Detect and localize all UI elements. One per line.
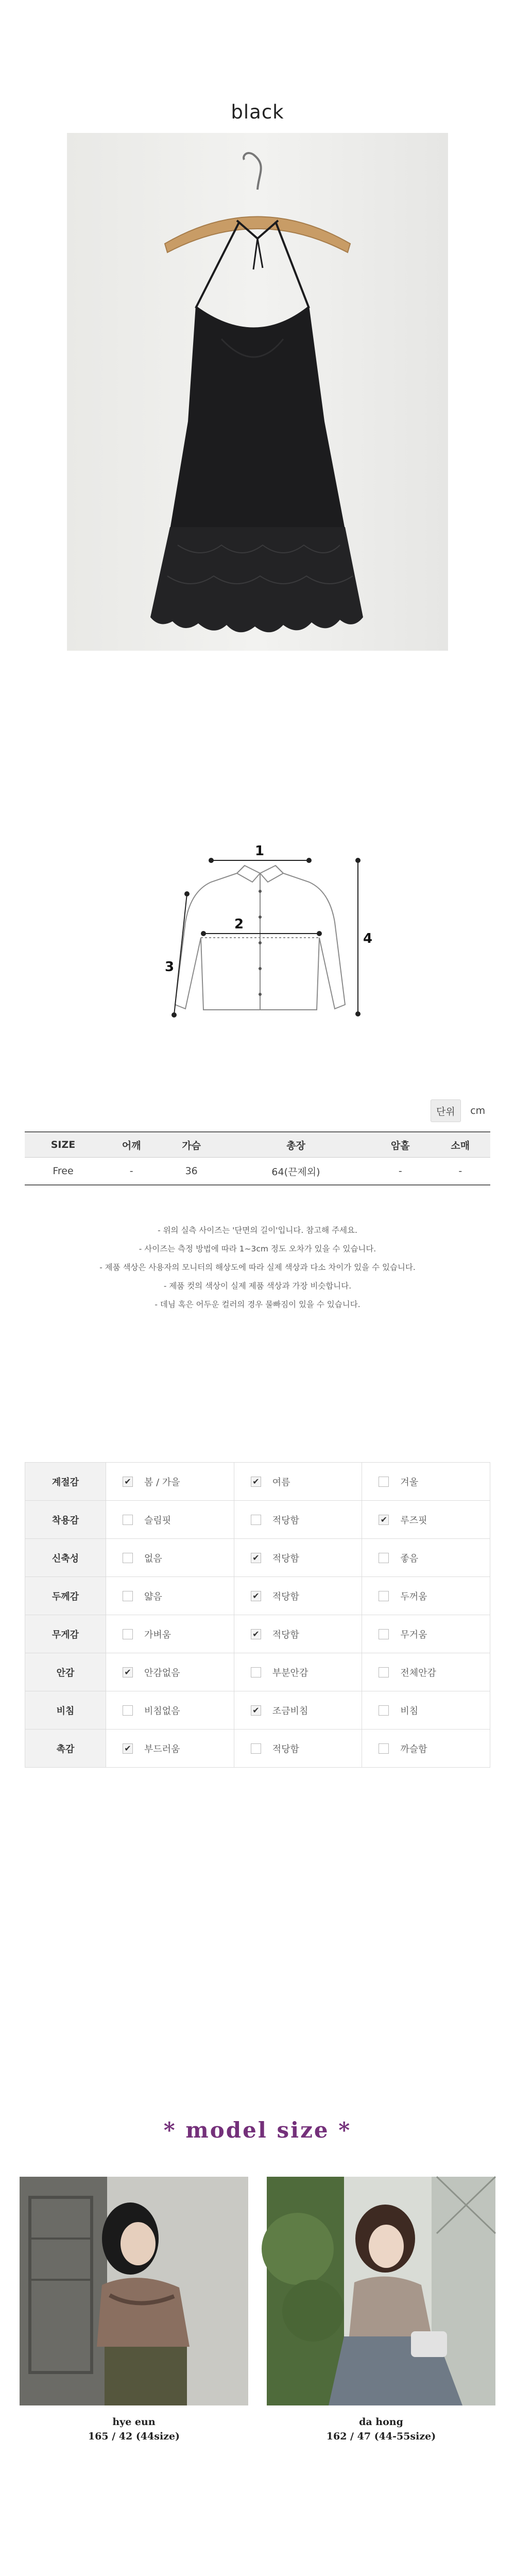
unchecked-checkbox-icon (379, 1591, 389, 1601)
unchecked-checkbox-icon (123, 1629, 133, 1639)
fabric-option-content (251, 1628, 362, 1641)
checked-checkbox-icon: ✔ (251, 1553, 261, 1563)
fabric-option-content (123, 1475, 233, 1488)
armhole-header: 암홀 (370, 1132, 430, 1158)
fabric-option-content (379, 1513, 489, 1527)
fabric-option-label: 적당함 (272, 1591, 299, 1602)
fabric-option-label: 적당함 (272, 1629, 299, 1640)
fabric-row (25, 1463, 490, 1501)
table-cell: - (430, 1158, 490, 1185)
fabric-option (234, 1501, 362, 1539)
fabric-row (25, 1691, 490, 1730)
unchecked-checkbox-icon (123, 1553, 133, 1563)
checked-checkbox-icon: ✔ (251, 1705, 261, 1716)
fabric-row (25, 1615, 490, 1653)
note-line: - 위의 실측 사이즈는 '단면의 길이'입니다. 참고해 주세요. (158, 1226, 357, 1235)
dress-on-hanger-image (67, 133, 448, 651)
fabric-option (362, 1653, 490, 1691)
table-cell: 64(끈제외) (221, 1158, 370, 1185)
table-row (25, 1158, 490, 1185)
fabric-row (25, 1539, 490, 1577)
table-cell: - (370, 1158, 430, 1185)
fabric-option-content (123, 1742, 233, 1755)
unchecked-checkbox-icon (379, 1629, 389, 1639)
fabric-row (25, 1501, 490, 1539)
size-diagram (154, 845, 371, 1041)
fabric-option-label: 얇음 (144, 1591, 162, 1602)
fabric-option-label: 두꺼움 (400, 1591, 427, 1602)
unchecked-checkbox-icon (379, 1477, 389, 1487)
unit-option-label[interactable]: 단위 (431, 1099, 461, 1122)
marker-3: 3 (165, 959, 175, 975)
fabric-row-label: 착용감 (25, 1501, 106, 1539)
fabric-option-content (379, 1589, 489, 1603)
fabric-option (106, 1615, 234, 1653)
model-photo-2 (267, 2177, 495, 2405)
marker-4: 4 (363, 931, 373, 946)
chest-header: 가슴 (161, 1132, 221, 1158)
unchecked-checkbox-icon (123, 1591, 133, 1601)
model-size-title: * model size * (163, 2117, 352, 2143)
sleeve-header: 소매 (430, 1132, 490, 1158)
fabric-option-content (251, 1589, 362, 1603)
fabric-option-label: 루즈핏 (400, 1515, 427, 1526)
fabric-info-table (25, 1462, 490, 1768)
model-photo-image (20, 2177, 248, 2405)
shoulder-header: 어깨 (101, 1132, 161, 1158)
unit-option-cm[interactable]: cm (470, 1105, 486, 1116)
length-header: 총장 (221, 1132, 370, 1158)
fabric-option-label: 무거움 (400, 1629, 427, 1640)
model-size: 162 / 47 (44-55size) (326, 2431, 436, 2442)
fabric-option-label: 적당함 (272, 1743, 299, 1755)
fabric-option-content (123, 1513, 233, 1527)
marker-1: 1 (255, 843, 265, 859)
fabric-option-label: 좋음 (400, 1553, 419, 1564)
fabric-option-content (379, 1628, 489, 1641)
fabric-option (106, 1539, 234, 1577)
fabric-row-label: 비침 (25, 1691, 106, 1730)
fabric-row-label: 무게감 (25, 1615, 106, 1653)
fabric-option-content (123, 1551, 233, 1565)
size-table (25, 1131, 490, 1185)
fabric-option (106, 1730, 234, 1768)
fabric-option (362, 1539, 490, 1577)
fabric-option-content (123, 1589, 233, 1603)
fabric-option-content (251, 1551, 362, 1565)
fabric-option-label: 비침없음 (144, 1705, 180, 1717)
fabric-option (362, 1615, 490, 1653)
fabric-row (25, 1653, 490, 1691)
fabric-option (362, 1463, 490, 1501)
note-line: - 사이즈는 측정 방법에 따라 1~3cm 정도 오차가 있을 수 있습니다. (139, 1244, 376, 1253)
fabric-option-content (379, 1742, 489, 1755)
unchecked-checkbox-icon (379, 1667, 389, 1677)
fabric-option-label: 없음 (144, 1553, 162, 1564)
fabric-row-label: 두께감 (25, 1577, 106, 1615)
fabric-option-content (379, 1704, 489, 1717)
unchecked-checkbox-icon (379, 1553, 389, 1563)
fabric-option (234, 1539, 362, 1577)
fabric-option (362, 1730, 490, 1768)
fabric-option-label: 적당함 (272, 1553, 299, 1564)
unit-toggle (431, 1099, 492, 1122)
note-line: - 제품 색상은 사용자의 모니터의 해상도에 따라 실제 색상과 다소 차이가 있을 수 있습니다. (99, 1263, 416, 1272)
fabric-option (234, 1577, 362, 1615)
fabric-option-label: 부분안감 (272, 1667, 308, 1679)
fabric-option-label: 까슬함 (400, 1743, 427, 1755)
fabric-option-content (251, 1475, 362, 1488)
fabric-row-label: 안감 (25, 1653, 106, 1691)
checked-checkbox-icon: ✔ (251, 1629, 261, 1639)
fabric-row (25, 1730, 490, 1768)
unchecked-checkbox-icon (251, 1743, 261, 1754)
fabric-option-label: 안감없음 (144, 1667, 180, 1679)
measurement-notes (0, 1221, 515, 1314)
fabric-option-label: 가벼움 (144, 1629, 171, 1640)
fabric-option-content (379, 1551, 489, 1565)
fabric-option-content (251, 1742, 362, 1755)
checked-checkbox-icon: ✔ (251, 1591, 261, 1601)
unchecked-checkbox-icon (251, 1515, 261, 1525)
fabric-option (234, 1463, 362, 1501)
fabric-option (234, 1691, 362, 1730)
fabric-option-content (123, 1628, 233, 1641)
unchecked-checkbox-icon (123, 1515, 133, 1525)
fabric-option (362, 1577, 490, 1615)
unchecked-checkbox-icon (123, 1705, 133, 1716)
table-cell: - (101, 1158, 161, 1185)
model-name: hye eun (112, 2416, 156, 2428)
fabric-option-label: 여름 (272, 1477, 290, 1488)
unchecked-checkbox-icon (379, 1705, 389, 1716)
note-line: - 데님 혹은 어두운 컬러의 경우 물빠짐이 있을 수 있습니다. (154, 1300, 360, 1309)
fabric-option-content (123, 1666, 233, 1679)
table-cell: Free (25, 1158, 101, 1185)
checked-checkbox-icon: ✔ (123, 1477, 133, 1487)
fabric-option (106, 1463, 234, 1501)
model-photo-1 (20, 2177, 248, 2405)
fabric-option-label: 겨울 (400, 1477, 419, 1488)
fabric-option (106, 1501, 234, 1539)
fabric-option-label: 적당함 (272, 1515, 299, 1526)
fabric-option (106, 1653, 234, 1691)
fabric-option (362, 1691, 490, 1730)
fabric-row-label: 촉감 (25, 1730, 106, 1768)
fabric-option-label: 슬림핏 (144, 1515, 171, 1526)
unchecked-checkbox-icon (379, 1743, 389, 1754)
fabric-option-label: 봄 / 가을 (144, 1477, 180, 1488)
fabric-option-content (379, 1666, 489, 1679)
fabric-option (106, 1691, 234, 1730)
fabric-option-content (251, 1513, 362, 1527)
product-photo (67, 133, 448, 651)
fabric-option (362, 1501, 490, 1539)
checked-checkbox-icon: ✔ (379, 1515, 389, 1525)
unchecked-checkbox-icon (251, 1667, 261, 1677)
fabric-option-label: 조금비침 (272, 1705, 308, 1717)
fabric-option-label: 전체안감 (400, 1667, 436, 1679)
size-header: SIZE (25, 1132, 101, 1158)
fabric-option-content (251, 1666, 362, 1679)
model-name: da hong (359, 2416, 403, 2428)
fabric-row-label: 신축성 (25, 1539, 106, 1577)
marker-2: 2 (234, 917, 244, 932)
checked-checkbox-icon: ✔ (123, 1743, 133, 1754)
model-photo-image (267, 2177, 495, 2405)
fabric-option-content (379, 1475, 489, 1488)
fabric-option (234, 1615, 362, 1653)
fabric-option-label: 비침 (400, 1705, 419, 1717)
fabric-option (234, 1730, 362, 1768)
fabric-option (234, 1653, 362, 1691)
checked-checkbox-icon: ✔ (123, 1667, 133, 1677)
table-cell: 36 (161, 1158, 221, 1185)
fabric-option-content (251, 1704, 362, 1717)
fabric-row (25, 1577, 490, 1615)
fabric-option-label: 부드러움 (144, 1743, 180, 1755)
color-label: black (231, 101, 284, 123)
checked-checkbox-icon: ✔ (251, 1477, 261, 1487)
note-line: - 제품 컷의 색상이 실제 제품 색상과 가장 비슷합니다. (163, 1281, 352, 1291)
fabric-row-label: 계절감 (25, 1463, 106, 1501)
fabric-option (106, 1577, 234, 1615)
fabric-option-content (123, 1704, 233, 1717)
model-size: 165 / 42 (44size) (88, 2431, 180, 2442)
